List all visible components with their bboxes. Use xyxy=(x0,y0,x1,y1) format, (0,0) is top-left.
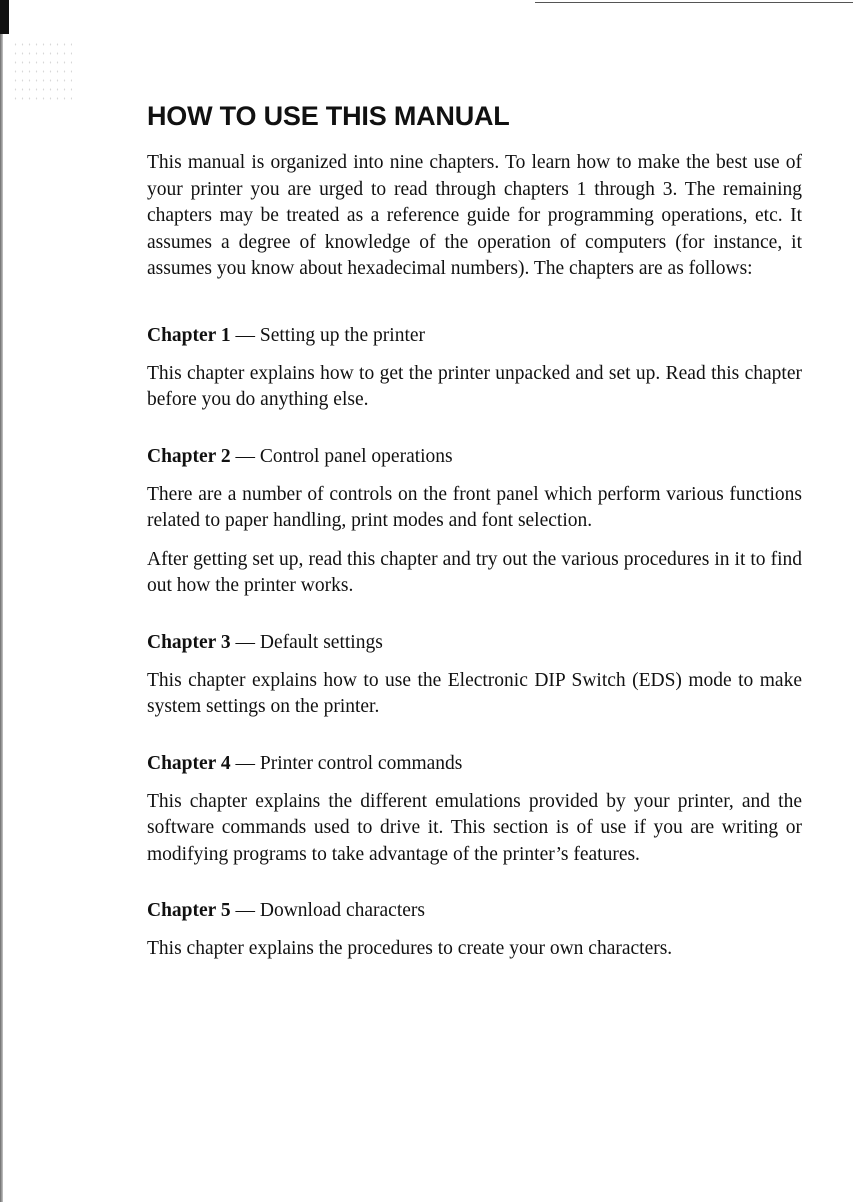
page-title: HOW TO USE THIS MANUAL xyxy=(147,101,510,131)
top-rule xyxy=(535,2,853,3)
dash: — xyxy=(230,900,260,922)
chapter-1-paragraph: This chapter explains how to get the printer unpacked and set up. Read this chapter before you do anything else. xyxy=(147,362,802,411)
chapter-4-heading xyxy=(147,751,802,777)
dash: — xyxy=(230,752,260,774)
chapter-title: Download characters xyxy=(259,900,425,922)
dash: — xyxy=(230,324,260,346)
chapter-1-section xyxy=(147,323,802,414)
intro-paragraph: This manual is organized into nine chapters. To learn how to make the best use of your printer you are urged to read through chapters 1 through 3. The remaining chapters may be treated as a reference guide for programming operations, etc. It assumes a degree of knowledge of the operation of computers (for instance, it assumes you know about hexadecimal numbers). The chapters are as follows: xyxy=(147,152,802,280)
chapter-2-paragraph-2: After getting set up, read this chapter and try out the various procedures in it to find out how the printer works. xyxy=(147,548,802,597)
chapter-1-heading xyxy=(147,323,802,349)
chapter-3-paragraph: This chapter explains how to use the Electronic DIP Switch (EDS) mode to make system settings on the printer. xyxy=(147,669,802,718)
dash: — xyxy=(230,445,260,467)
chapter-label: Chapter 4 xyxy=(147,752,231,774)
chapter-2-heading xyxy=(147,444,802,470)
chapter-2-section xyxy=(147,444,802,600)
chapter-5-paragraph: This chapter explains the procedures to create your own characters. xyxy=(147,938,673,960)
chapter-5-heading xyxy=(147,898,802,924)
chapter-3-section xyxy=(147,630,802,721)
chapter-4-section xyxy=(147,751,802,869)
chapter-title: Default settings xyxy=(259,631,383,653)
dash: — xyxy=(230,631,260,653)
chapter-label: Chapter 2 xyxy=(147,445,231,467)
scan-speckle xyxy=(12,40,72,100)
chapter-label: Chapter 3 xyxy=(147,631,231,653)
chapter-3-heading xyxy=(147,630,802,656)
chapter-title: Setting up the printer xyxy=(259,324,426,346)
chapter-label: Chapter 5 xyxy=(147,900,231,922)
chapter-4-paragraph: This chapter explains the different emulations provided by your printer, and the software commands used to drive it. This section is of use if you are writing or modifying programs to take advantage of the printer’s features. xyxy=(147,790,802,865)
chapter-2-paragraph-1: There are a number of controls on the front panel which perform various functions related to paper handling, print modes and font selection. xyxy=(147,483,802,532)
page-content xyxy=(147,100,802,993)
chapter-title: Control panel operations xyxy=(259,445,453,467)
chapter-label: Chapter 1 xyxy=(147,324,231,346)
scan-left-edge xyxy=(0,0,3,1202)
scan-corner-mark xyxy=(0,0,9,34)
chapter-5-section xyxy=(147,898,802,963)
chapter-title: Printer control commands xyxy=(259,752,463,774)
